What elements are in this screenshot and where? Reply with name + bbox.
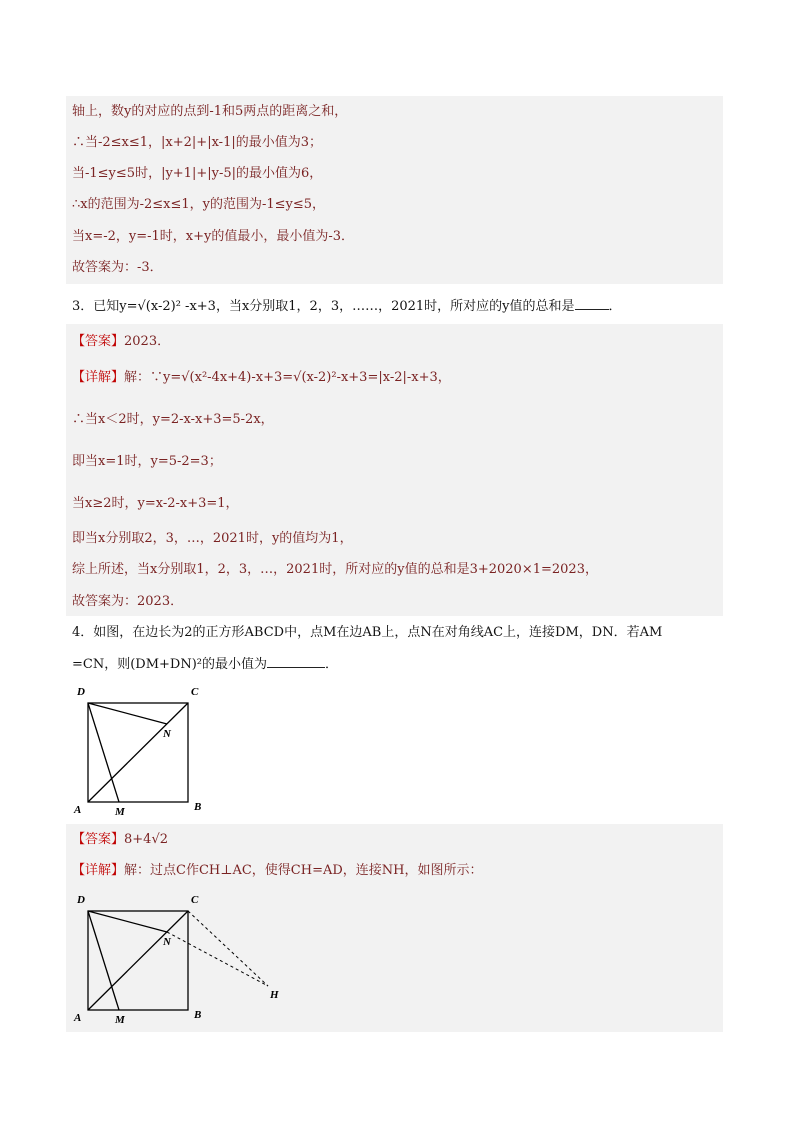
segment-nh: [167, 932, 268, 986]
label-c-2: C: [191, 894, 199, 906]
label-d-2: D: [77, 894, 85, 906]
q4-detail-tag: 【详解】: [72, 863, 125, 878]
label-h: H: [270, 989, 279, 1001]
q3-detail-line-5: 即当x分别取2，3，…，2021时，y的值均为1，: [72, 531, 353, 546]
q3-detail-line-7: 故答案为：2023．: [72, 594, 184, 609]
part2-line-5: 当x=-2，y=-1时，x+y的值最小，最小值为-3．: [72, 229, 355, 244]
part2-line-1: 轴上，数y的对应的点到-1和5两点的距离之和，: [72, 104, 348, 119]
q3-answer: [72, 333, 170, 351]
q3-detail-line-6: 综上所述，当x分别取1，2，3，…，2021时，所对应的y值的总和是3+2020×1=2023，: [72, 562, 598, 577]
part2-line-4: ∴x的范围为-2≤x≤1，y的范围为-1≤y≤5，: [72, 197, 326, 212]
q4-detail-text: 解：过点C作CH⊥AC，使得CH=AD，连接NH，如图所示：: [124, 863, 483, 878]
part2-line-2: ∴当-2≤x≤1，|x+2|+|x-1|的最小值为3；: [72, 135, 322, 150]
q4-figure-construction: [70, 890, 300, 1030]
label-a: A: [74, 804, 82, 816]
q4-question-text-2: =CN，则(DM+DN)²的最小值为: [72, 657, 267, 672]
q3-question-end: ，当x分别取1，2，3，……，2021时，所对应的y值的总和是: [215, 299, 575, 314]
part2-answer-block: [66, 96, 723, 284]
label-c: C: [191, 686, 199, 698]
q4-figure-square: [70, 683, 210, 818]
q4-answer-blank: [267, 655, 325, 668]
q4-question-line-2: [72, 655, 338, 674]
q3-detail-text-1: 解：∵y=√(x²-4x+4)-x+3=√(x-2)²-x+3=|x-2|-x+3，: [124, 370, 451, 385]
label-d: D: [77, 686, 85, 698]
segment-dn-2: [88, 911, 167, 932]
q3-detail-line-4: 当x≥2时，y=x-2-x+3=1，: [72, 496, 239, 511]
segment-dn: [88, 703, 167, 724]
q3-question-tail: ．: [608, 299, 622, 314]
q3-answer-blank: [575, 297, 609, 310]
q3-detail-tag: 【详解】: [72, 370, 125, 385]
part2-line-3: 当-1≤y≤5时，|y+1|+|y-5|的最小值为6，: [72, 166, 323, 181]
q3-detail-line-3: 即当x=1时，y=5-2=3；: [72, 454, 222, 469]
q3-answer-value: 2023．: [124, 334, 171, 349]
q3-question-start: 3．已知y=: [72, 299, 138, 314]
q4-answer: [72, 831, 168, 849]
q3-question-formula: √(x-2)² -x+3: [137, 299, 216, 314]
q4-detail: [72, 862, 483, 880]
q4-question-tail: ．: [325, 657, 339, 672]
label-a-2: A: [74, 1012, 82, 1024]
label-m-2: M: [115, 1014, 125, 1026]
q3-detail-line-1: [72, 369, 451, 387]
label-n: N: [163, 728, 171, 740]
q3-detail-line-2: ∴当x＜2时，y=2-x-x+3=5-2x，: [72, 412, 274, 427]
part2-line-6: 故答案为：-3．: [72, 260, 163, 275]
q4-answer-value: 8+4√2: [124, 832, 169, 847]
q4-question-line-1: 4．如图，在边长为2的正方形ABCD中，点M在边AB上，点N在对角线AC上，连接DM，DN．若AM: [72, 625, 663, 640]
q3-question: [72, 297, 622, 316]
label-m: M: [115, 806, 125, 818]
label-b-2: B: [194, 1009, 202, 1021]
q3-answer-tag: 【答案】: [72, 334, 125, 349]
q4-answer-tag: 【答案】: [72, 832, 125, 847]
label-n-2: N: [163, 936, 171, 948]
label-b: B: [194, 801, 202, 813]
segment-ch: [188, 911, 268, 986]
